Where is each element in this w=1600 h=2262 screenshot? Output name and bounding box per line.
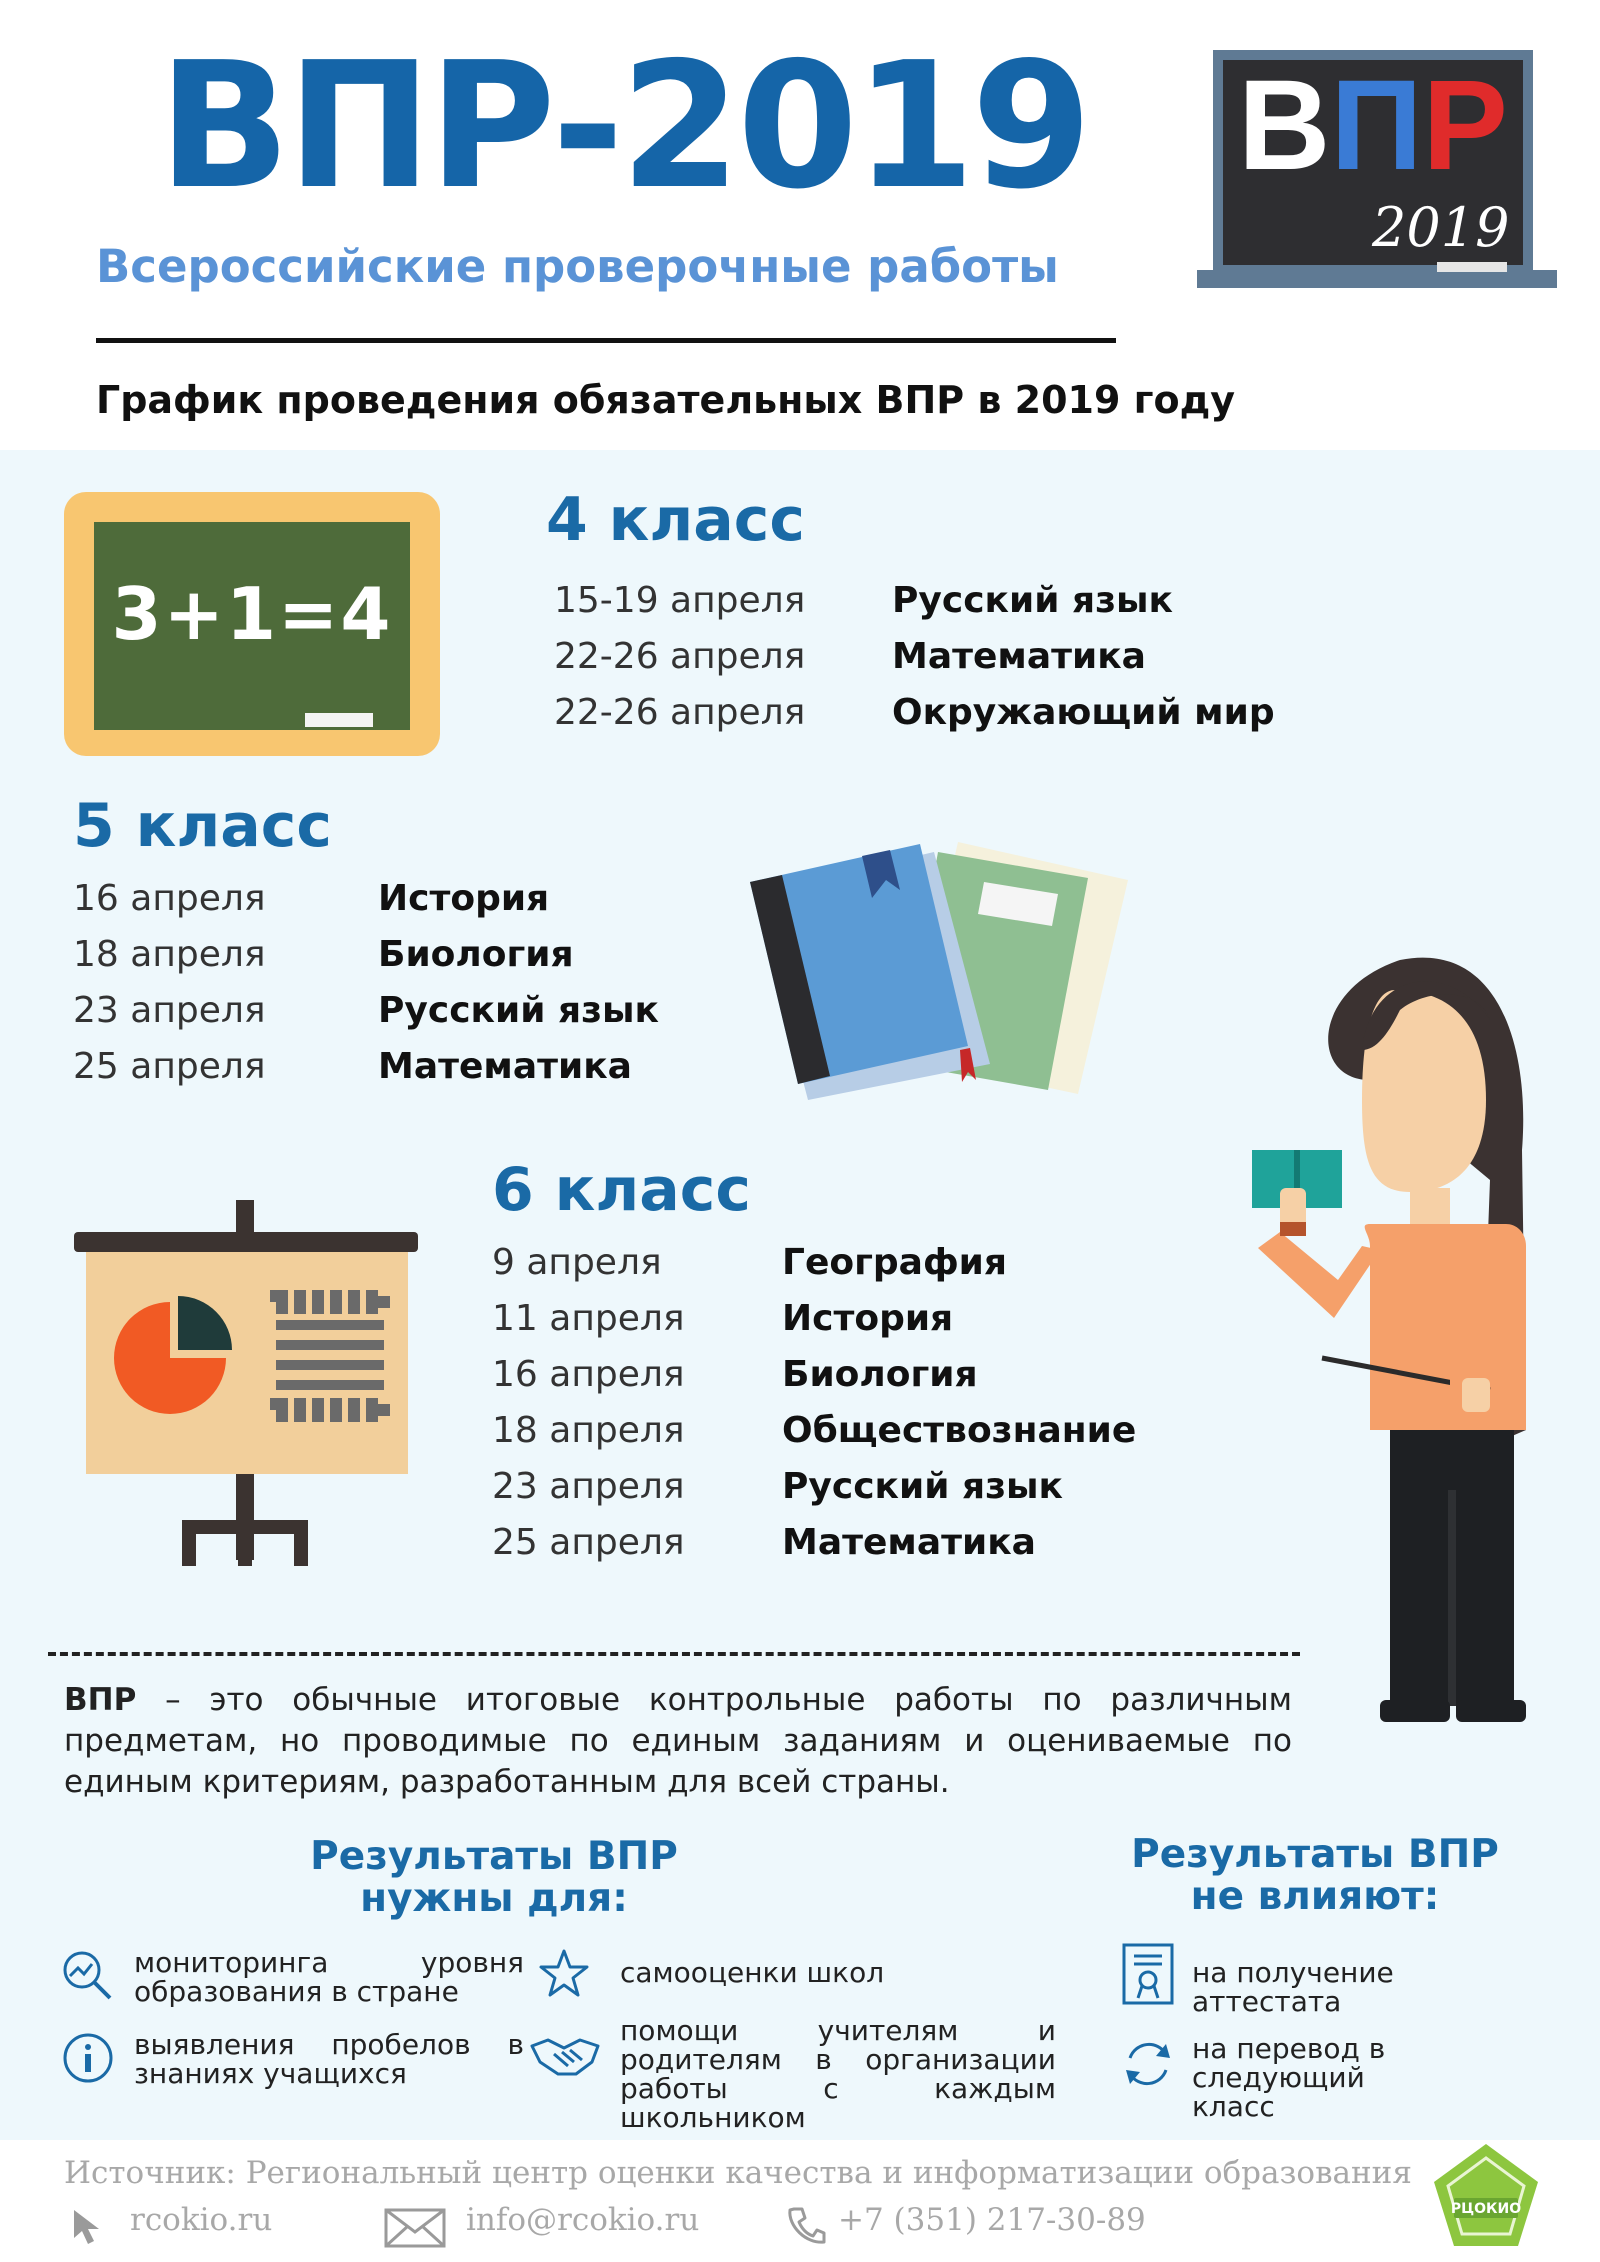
handshake-icon bbox=[528, 2030, 602, 2082]
result-item-text: мониторинга уровня образования в стране bbox=[134, 1946, 524, 2008]
exam-date: 18 апреля bbox=[492, 1409, 685, 1451]
schedule-row bbox=[492, 1346, 1136, 1402]
chalkboard-text: 3+1=4 bbox=[111, 572, 393, 656]
results-not-affect-heading-line1: Результаты ВПР bbox=[1131, 1832, 1499, 1877]
page-title: ВПР-2019 bbox=[158, 25, 1089, 228]
presentation-board-illustration bbox=[70, 1200, 426, 1570]
refresh-icon bbox=[1120, 2036, 1176, 2092]
results-not-affect-heading bbox=[1110, 1834, 1520, 1918]
exam-subject: Русский язык bbox=[892, 579, 1173, 621]
definition-term: ВПР bbox=[64, 1682, 137, 1718]
schedule-row bbox=[492, 1458, 1136, 1514]
exam-subject: Математика bbox=[782, 1521, 1036, 1563]
schedule-row bbox=[492, 1290, 1136, 1346]
exam-date: 22-26 апреля bbox=[554, 635, 806, 677]
info-icon bbox=[62, 2032, 114, 2084]
exam-date: 25 апреля bbox=[73, 1045, 266, 1087]
result-item-text: на получение аттестата bbox=[1192, 1956, 1394, 2018]
grade-5-schedule bbox=[73, 791, 659, 1094]
definition-text: – это обычные итоговые контрольные работы по различным предметам, но проводимые по единым заданиям и оцениваемые по единым критериям, разработанным для всей страны. bbox=[64, 1682, 1292, 1800]
grade-title: 4 класс bbox=[546, 485, 805, 555]
schedule-row bbox=[554, 684, 1275, 740]
grade-title: 5 класс bbox=[73, 791, 332, 861]
logo-letter: Р bbox=[1422, 54, 1508, 197]
vpr-definition bbox=[64, 1680, 1292, 1803]
exam-date: 16 апреля bbox=[492, 1353, 685, 1395]
result-item-text: выявления пробелов в знаниях учащихся bbox=[134, 2028, 524, 2090]
logo-ledge bbox=[1197, 270, 1557, 288]
books-illustration bbox=[748, 832, 1138, 1102]
schedule-row bbox=[73, 1038, 659, 1094]
exam-date: 16 апреля bbox=[73, 877, 266, 919]
chart-magnifier-icon bbox=[60, 1948, 114, 2002]
exam-subject: История bbox=[378, 877, 550, 919]
footer-email[interactable]: info@rcokio.ru bbox=[466, 2202, 700, 2238]
envelope-icon bbox=[384, 2208, 446, 2248]
grade-title: 6 класс bbox=[492, 1155, 751, 1225]
results-needed-heading-line2: нужны для: bbox=[360, 1876, 628, 1921]
schedule-row bbox=[554, 572, 1275, 628]
rcokio-logo bbox=[1430, 2140, 1542, 2252]
certificate-icon bbox=[1120, 1942, 1176, 2006]
results-needed-heading bbox=[294, 1836, 694, 1920]
results-not-affect-heading-line2: не влияют: bbox=[1190, 1874, 1440, 1919]
footer-website[interactable]: rcokio.ru bbox=[130, 2202, 273, 2238]
schedule-row bbox=[554, 628, 1275, 684]
rcokio-logo-text: РЦОКИО bbox=[1450, 2201, 1522, 2217]
result-item-text: самооценки школ bbox=[620, 1956, 885, 1989]
schedule-row bbox=[73, 870, 659, 926]
chalk-piece bbox=[305, 713, 373, 727]
results-not-affect-list bbox=[1118, 1942, 1538, 2123]
schedule-row bbox=[492, 1234, 1136, 1290]
logo-year: 2019 bbox=[1372, 196, 1510, 259]
logo-letters bbox=[1238, 54, 1508, 197]
footer-phone[interactable]: +7 (351) 217-30-89 bbox=[838, 2202, 1146, 2238]
header-divider bbox=[96, 338, 1116, 343]
footer-source: Источник: Региональный центр оценки качества и информатизации образования bbox=[64, 2155, 1412, 2191]
dashed-divider bbox=[48, 1652, 1300, 1656]
schedule-row bbox=[73, 926, 659, 982]
schedule-title: График проведения обязательных ВПР в 2019 году bbox=[96, 378, 1236, 422]
page-subtitle: Всероссийские проверочные работы bbox=[96, 240, 1059, 293]
exam-date: 23 апреля bbox=[73, 989, 266, 1031]
exam-subject: Окружающий мир bbox=[892, 691, 1275, 733]
exam-date: 9 апреля bbox=[492, 1241, 662, 1283]
exam-date: 23 апреля bbox=[492, 1465, 685, 1507]
result-item-text: на перевод в следующий класс bbox=[1192, 2032, 1386, 2123]
schedule-row bbox=[492, 1402, 1136, 1458]
logo-letter: В bbox=[1238, 54, 1331, 197]
schedule-row bbox=[492, 1514, 1136, 1570]
exam-subject: Русский язык bbox=[782, 1465, 1063, 1507]
exam-date: 25 апреля bbox=[492, 1521, 685, 1563]
grade-6-schedule bbox=[492, 1155, 1137, 1570]
exam-subject: Математика bbox=[892, 635, 1146, 677]
exam-subject: Математика bbox=[378, 1045, 632, 1087]
results-needed-heading-line1: Результаты ВПР bbox=[310, 1834, 678, 1879]
exam-date: 22-26 апреля bbox=[554, 691, 806, 733]
exam-subject: География bbox=[782, 1241, 1008, 1283]
logo-chalk bbox=[1437, 262, 1507, 272]
star-icon bbox=[538, 1948, 590, 1998]
exam-subject: Обществознание bbox=[782, 1409, 1137, 1451]
exam-date: 15-19 апреля bbox=[554, 579, 806, 621]
exam-subject: История bbox=[782, 1297, 954, 1339]
exam-subject: Биология bbox=[782, 1353, 978, 1395]
schedule-row bbox=[73, 982, 659, 1038]
exam-subject: Русский язык bbox=[378, 989, 659, 1031]
phone-icon bbox=[786, 2206, 826, 2246]
cursor-icon bbox=[72, 2208, 104, 2246]
exam-subject: Биология bbox=[378, 933, 574, 975]
exam-date: 11 апреля bbox=[492, 1297, 685, 1339]
result-item-text: помощи учителям и родителям в организации работы с каждым школьником bbox=[620, 2014, 1056, 2134]
logo-letter: П bbox=[1330, 54, 1423, 197]
teacher-illustration bbox=[1250, 930, 1550, 1790]
results-needed-list bbox=[60, 1946, 1070, 2134]
grade-4-schedule bbox=[546, 485, 1275, 740]
exam-date: 18 апреля bbox=[73, 933, 266, 975]
